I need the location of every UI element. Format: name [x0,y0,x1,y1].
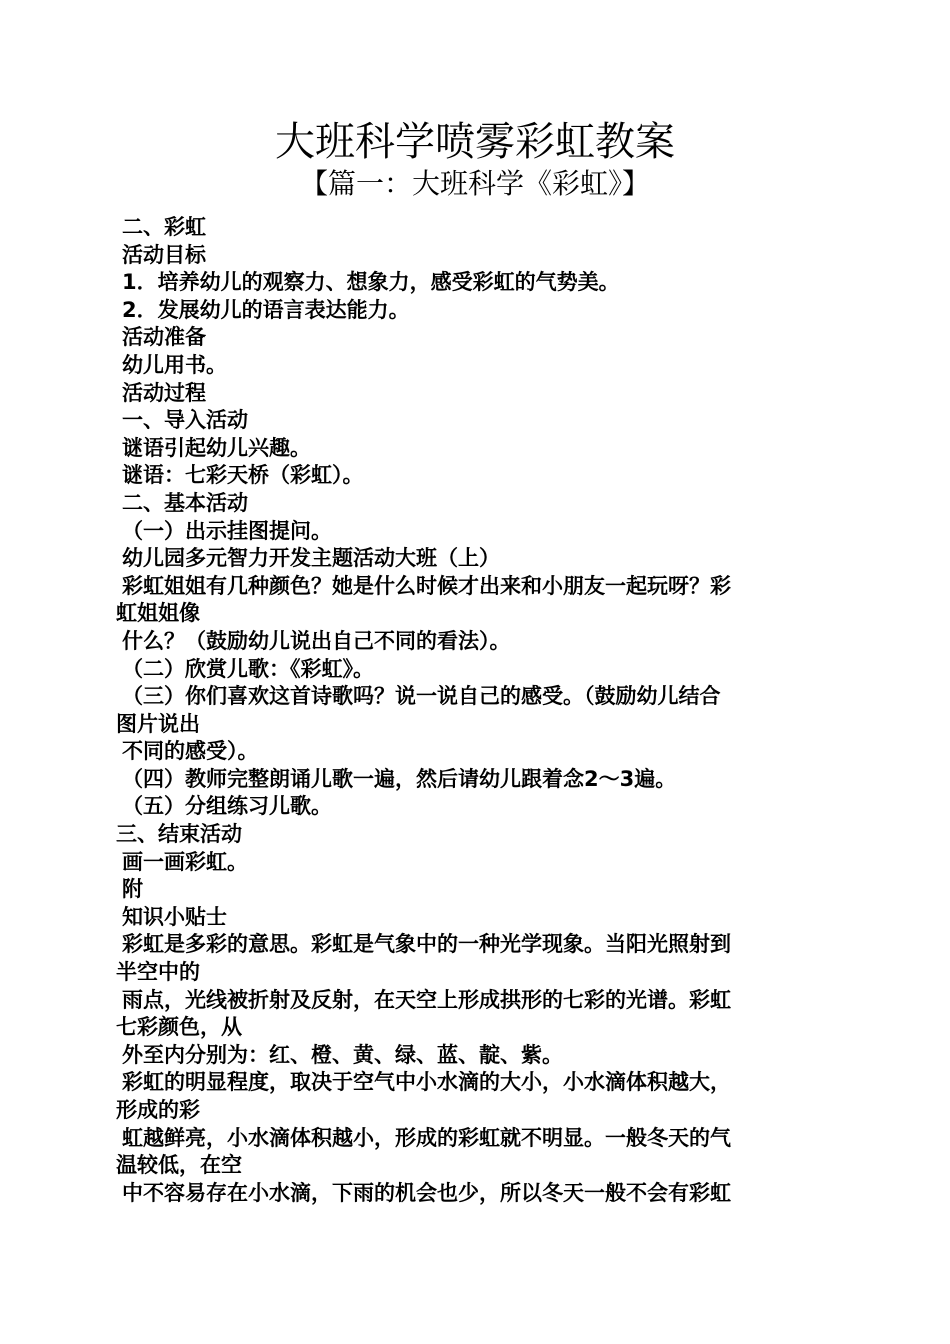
section-heading: 知识小贴士 [122,904,227,929]
document-subtitle: 【篇一：大班科学《彩虹》】 [299,167,650,200]
text-line: （四）教师完整朗诵儿歌一遍，然后请幼儿跟着念2～3遍。 [122,766,677,791]
text-line: 彩虹是多彩的意思。彩虹是气象中的一种光学现象。当阳光照射到 [122,932,731,957]
text-line: 不同的感受）。 [122,739,259,764]
text-line: 彩虹的明显程度，取决于空气中小水滴的大小，小水滴体积越大， [122,1070,731,1095]
text-line: （二）欣赏儿歌：《彩虹》。 [122,656,374,681]
text-line: 虹越鲜亮，小水滴体积越小，形成的彩虹就不明显。一般冬天的气 [122,1125,731,1150]
section-heading: 三、结束活动 [116,822,242,847]
section-heading: 一、导入活动 [122,408,248,433]
document-body [116,214,824,1207]
text-line: 附 [122,877,143,902]
text-line: 温较低，在空 [116,1153,242,1178]
text-line: （五）分组练习儿歌。 [122,794,332,819]
text-line: 幼儿用书。 [122,352,227,377]
text-line: 谜语引起幼儿兴趣。 [122,435,311,460]
text-line: 雨点，光线被折射及反射，在天空上形成拱形的七彩的光谱。彩虹 [122,987,731,1012]
text-line: 外至内分别为：红、橙、黄、绿、蓝、靛、紫。 [122,1042,563,1067]
text-line: 虹姐姐像 [116,601,200,626]
text-line: 七彩颜色，从 [116,1015,242,1040]
text-line: 形成的彩 [116,1098,200,1122]
text-line: 画一画彩虹。 [122,849,248,874]
section-heading: 二、基本活动 [122,490,248,515]
text-line: （三）你们喜欢这首诗歌吗？说一说自己的感受。（鼓励幼儿结合 [122,684,721,709]
text-line: 2．发展幼儿的语言表达能力。 [122,297,410,322]
text-line: 1．培养幼儿的观察力、想象力，感受彩虹的气势美。 [122,270,620,295]
section-heading: 活动过程 [122,380,206,405]
text-line: （一）出示挂图提问。 [122,518,332,543]
text-line: 中不容易存在小水滴，下雨的机会也少，所以冬天一般不会有彩虹 [122,1180,731,1205]
text-line: 彩虹姐姐有几种颜色？她是什么时候才出来和小朋友一起玩呀？彩 [122,573,731,598]
section-heading: 活动准备 [122,325,206,350]
text-line: 幼儿园多元智力开发主题活动大班（上） [122,546,500,571]
section-heading: 活动目标 [122,242,206,267]
section-heading: 二、彩虹 [122,215,206,239]
text-line: 谜语：七彩天桥（彩虹）。 [122,463,364,488]
document-title: 大班科学喷雾彩虹教案 [275,119,675,165]
text-line: 图片说出 [116,711,200,736]
text-line: 半空中的 [116,960,200,985]
text-line: 什么？（鼓励幼儿说出自己不同的看法）。 [122,628,511,653]
